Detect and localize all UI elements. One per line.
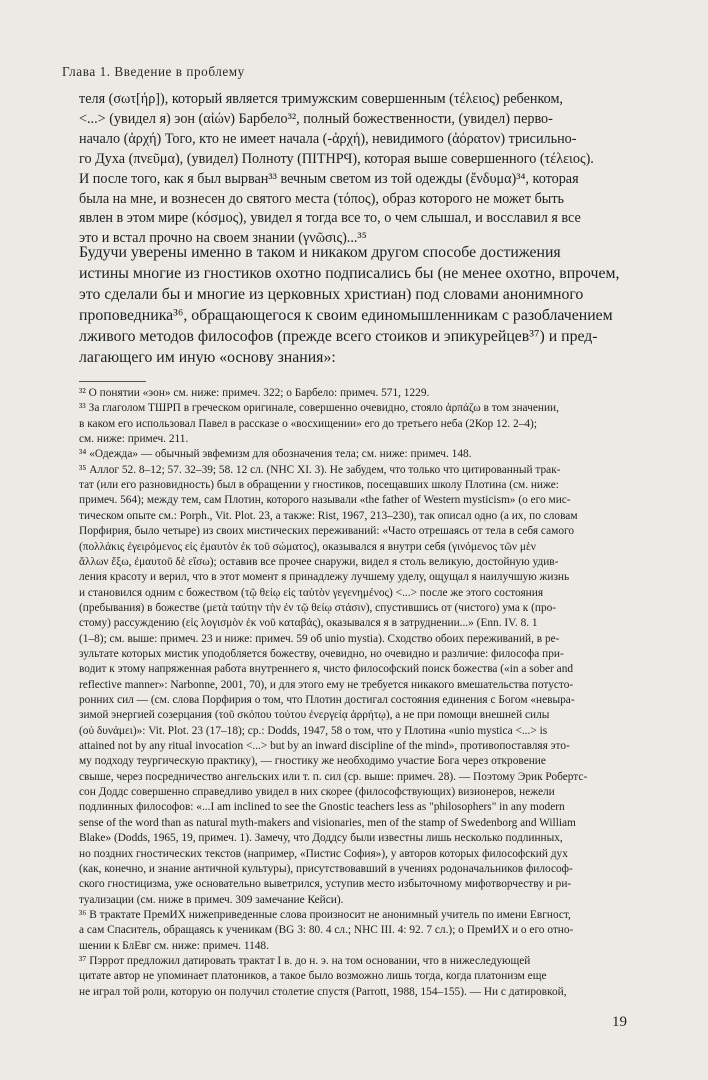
footnote-line: ³³ За глаголом ТШРП в греческом оригинале, совершенно очевидно, стояло ἁρπάζω в том значении,: [79, 402, 559, 415]
footnote-line: примеч. 564); между тем, сам Плотин, которого называли «the father of Western mysticism» (о его мис-: [79, 494, 571, 507]
quote-line: это и встал прочно на своем знании (γνῶσις)...³⁵: [79, 230, 367, 247]
footnote-line: зультате которых мистик уподобляется божеству, очевидно, но очевидно и различие: философа при-: [79, 647, 564, 660]
footnote-line: цитате автор не упоминает платоников, а такое было возможно лишь тогда, когда платонизм еще: [79, 970, 547, 983]
footnote-line: ского гностицизма, уже основательно выветрился, уступив место избыточному мифотворчеству и ри-: [79, 878, 572, 891]
paragraph-line: Будучи уверены именно в таком и никаком другом способе достижения: [79, 244, 561, 261]
footnote-line: attained not by any ritual invocation <...> but by an inward discipline of the mind», противопоставляя это-: [79, 740, 570, 753]
footnote-line: а сам Спаситель, обращаясь к ученикам (BG 3: 80. 4 сл.; NHC III. 4: 92. 7 сл.); о ПремИХ и о его отно-: [79, 924, 574, 937]
footnote-line: подлинных философов: «...I am inclined to see the Gnostic teachers less as "philosophers" in any modern: [79, 801, 565, 814]
footnote-line: ³⁵ Аллог 52. 8–12; 57. 32–39; 58. 12 сл. (NHC XI. 3). Не забудем, что только что цитированный трак-: [79, 463, 561, 476]
quote-line: го Духа (πνεῦμα), (увидел) Полноту (ПІТНРϤ), которая выше совершенного (τέλειος).: [79, 150, 594, 167]
footnote-line: свыше, через посредничество ангельских или т. п. сил (ср. выше: примеч. 28). — Поэтому Эрик Робертс-: [79, 770, 588, 783]
chapter-header: Глава 1. Введение в проблему: [62, 64, 245, 79]
footnote-line: Порфирия, было четыре) из своих мистических переживаний: «Часто отрешаясь от тела в себя самого: [79, 525, 575, 538]
footnote-line: Blake» (Dodds, 1965, 19, примеч. 1). Замечу, что Доддсу были известны лишь несколько подлинных,: [79, 832, 563, 845]
footnote-line: см. ниже: примеч. 211.: [79, 433, 189, 446]
footnote-line: тат (или его разновидность) был в обращении у гностиков, посещавших школу Плотина (см. ниже:: [79, 479, 559, 492]
paragraph-line: истины многие из гностиков охотно подписались бы (не менее охотно, впрочем,: [79, 265, 620, 282]
footnote-line: водит к этому напряженная работа внутреннего я, чисто философский поиск божества («in a sober and: [79, 663, 574, 676]
footnote-line: (пребывания) в божестве (μετὰ ταύτην τὴν ἐν τῷ θείῳ στάσιν), спустившись от (чистого) ума к (про-: [79, 601, 557, 614]
footnote-line: ронних сил — (см. слова Порфирия о том, что Плотин достигал состояния единения с Богом «невыра-: [79, 694, 575, 706]
paragraph-line: лагающего им иную «основу знания»:: [79, 349, 336, 366]
footnote-line: зимой энергией созерцания (τοῦ σκόπου τούτου ἐνεργείᾳ ἀρρήτῳ), а не при помощи внешней силы: [79, 709, 550, 722]
footnote-line: му подходу теургическую практику), — гностику же необходимо участие Бога через откровение: [79, 755, 546, 768]
footnote-line: ἄλλων ἔξω, ἐμαυτοῦ δὲ εἴσω); оставив все прочее снаружи, видел я столь великую, достойную удив-: [79, 555, 559, 568]
footnote-line: и становился одним с божеством (τῷ θείῳ εἰς ταὐτὸν γεγενημένος) <...> после же этого состояния: [79, 586, 544, 599]
quote-line: явлен в этом мире (κόσμος), увидел я тогда все то, о чем слышал, и восславил я все: [79, 210, 581, 227]
paragraph-line: проповедника³⁶, обращающегося к своим единомышленникам с разоблачением: [79, 307, 613, 324]
paragraph-line: лживого методов философов (прежде всего стоиков и эпикурейцев³⁷) и пред-: [79, 328, 598, 345]
paragraph-line: это сделали бы и многие из церковных христиан) под словами анонимного: [79, 286, 584, 303]
quote-line: И после того, как я был вырван³³ вечным светом из той одежды (ἔνδυμα)³⁴, которая: [79, 170, 579, 187]
footnote-line: ления красоту и верил, что в этот момент я принадлежу лучшему уделу, ощущал я наилучшую жизнь: [79, 571, 570, 584]
quote-line: начало (ἀρχή) Того, кто не имеет начала (-ἀρχή), невидимого (ἀόρατον) трисильно-: [79, 130, 577, 147]
footnote-line: (как, конечно, и знание античной культуры), присутствовавший в учениях родоначальников философ-: [79, 862, 573, 875]
footnote-divider: [79, 381, 146, 382]
footnote-line: reflective manner»: Narbonne, 2001, 70), и для этого ему не требуется никакого вмешательства потусто-: [79, 678, 574, 691]
footnote-line: стому) рассуждению (εἰς λογισμὸν ἐκ νοῦ καταβάς), оказывался я в затруднении...» (Enn. IV. 8. 1: [79, 617, 538, 630]
quote-line: <...> (увидел я) эон (αἰών) Барбело³², полный божественности, (увидел) перво-: [79, 110, 553, 127]
footnote-line: ³⁴ «Одежда» — обычный эвфемизм для обозначения тела; см. ниже: примеч. 148.: [79, 448, 472, 461]
footnote-line: сон Доддс совершенно справедливо увидел в них скорее (философствующих) визионеров, нежели: [79, 786, 555, 799]
footnote-line: sense of the word than as natural myth-makers and visionaries, men of the stamp of Swedenborg and William: [79, 816, 576, 829]
footnote-line: ³² О понятии «эон» см. ниже: примеч. 322; о Барбело: примеч. 571, 1229.: [79, 387, 430, 399]
footnote-line: но поздних гностических текстов (например, «Пистис София»), у авторов которых философский дух: [79, 847, 568, 860]
footnote-line: шении к БлЕвг см. ниже: примеч. 1148.: [79, 939, 269, 952]
footnote-line: (πολλάκις ἐγειρόμενος εἰς ἐμαυτὸν ἐκ τοῦ σώματος), оказывался я внутри себя (γινόμενος τῶν μὲν: [79, 540, 536, 553]
footnote-line: (1–8); см. выше: примеч. 23 и ниже: примеч. 59 об unio mystia). Сходство обоих переживаний, в ре-: [79, 632, 560, 645]
page-number: 19: [612, 1014, 627, 1030]
footnote-line: в каком его использовал Павел в рассказе о «восхищении» его до третьего неба (2Кор 12. 2–4);: [79, 417, 537, 430]
footnote-line: тическом опыте см.: Porph., Vit. Plot. 23, а также: Rist, 1967, 213–230), так описал одно (а их, по словам: [79, 509, 578, 522]
footnote-line: (οὐ δυνάμει)»: Vit. Plot. 23 (17–18); ср.: Dodds, 1947, 58 о том, что у Плотина «unio mystica <...> is: [79, 724, 548, 737]
footnote-line: ³⁷ Пэррот предложил датировать трактат I в. до н. э. на том основании, что в нижеследующей: [79, 954, 531, 967]
footnote-line: туализации (см. ниже в примеч. 309 замечание Кейси).: [79, 893, 344, 906]
footnote-line: не играл той роли, которую он получил столетие спустя (Parrott, 1988, 154–155). — Ни с датировкой,: [79, 985, 567, 998]
quote-line: была на мне, и вознесен до святого места (τόπος), образ которого не может быть: [79, 190, 564, 207]
footnote-line: ³⁶ В трактате ПремИХ нижеприведенные слова произносит не анонимный учитель по имени Евгност,: [79, 908, 571, 921]
quote-line: теля (σωτ[ήρ]), который является тримужским совершенным (τέλειος) ребенком,: [79, 91, 563, 107]
